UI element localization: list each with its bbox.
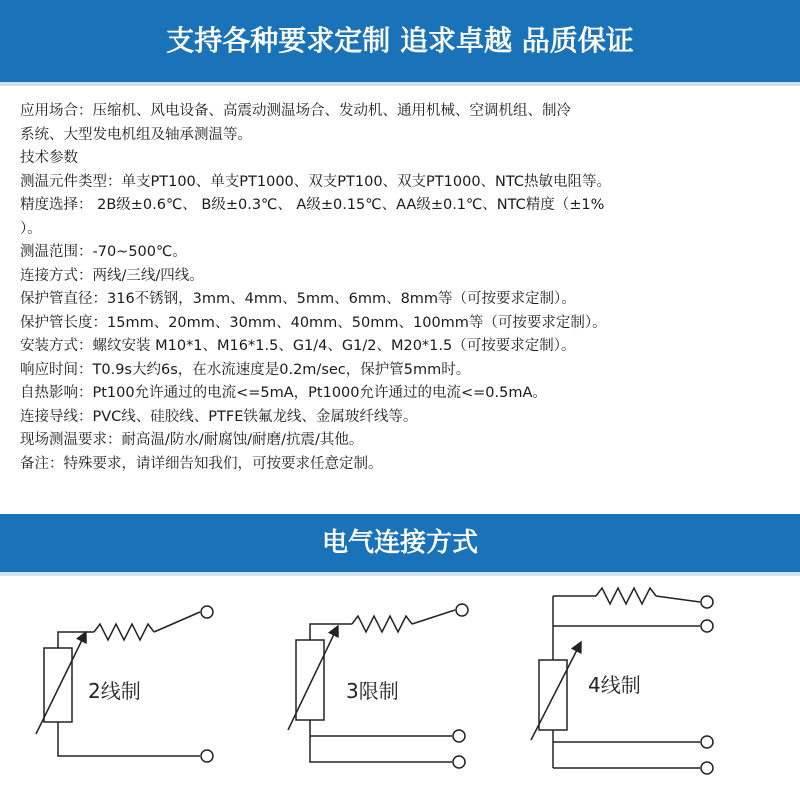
- bottom-wire: [58, 722, 200, 756]
- top-wire-lead: [656, 596, 700, 602]
- section-banner: [0, 514, 800, 572]
- spec-line: 测温范围：-70~500℃。: [20, 244, 187, 260]
- sensor-element: [44, 648, 72, 722]
- four-wire-label: 4线制: [588, 673, 641, 697]
- resistor-zigzag: [94, 624, 154, 640]
- terminal: [201, 750, 213, 762]
- variable-arrow: [36, 636, 84, 734]
- resistor-zigzag: [596, 588, 656, 604]
- terminal: [701, 762, 713, 774]
- variable-arrow: [288, 630, 336, 730]
- bottom-wire: [310, 736, 452, 762]
- wiring-diagrams: [0, 580, 800, 800]
- terminal: [453, 756, 465, 768]
- spec-line: 备注：特殊要求，请详细告知我们，可按要求任意定制。: [20, 455, 383, 472]
- top-banner: [0, 0, 800, 82]
- terminal: [701, 596, 713, 608]
- spec-line: 应用场合：压缩机、风电设备、高震动测温场合、发动机、通用机械、空调机组、制冷: [20, 103, 571, 119]
- spec-text-block: [20, 100, 790, 476]
- three-wire-label: 3限制: [346, 679, 399, 703]
- terminal: [701, 736, 713, 748]
- sensor-element: [296, 640, 324, 720]
- top-wire-lead: [154, 612, 200, 632]
- section-title: 电气连接方式: [321, 528, 478, 558]
- sensor-element: [539, 660, 567, 730]
- spec-line: 测温元件类型：单支PT100、单支PT1000、双支PT100、双支PT1000、NTC热敏电阻等。: [20, 173, 612, 190]
- terminal: [701, 620, 713, 632]
- spec-line: 响应时间：T0.9s大约6s，在水流速度是0.2m/sec，保护管5mm时。: [20, 361, 471, 378]
- spec-line: 系统、大型发电机组及轴承测温等。: [20, 126, 252, 143]
- two-wire-label: 2线制: [88, 679, 141, 703]
- spec-line: ）。: [20, 220, 42, 237]
- terminal: [201, 606, 213, 618]
- banner-title: 支持各种要求定制 追求卓越 品质保证: [166, 24, 634, 57]
- spec-line: 现场测温要求：耐高温/防水/耐腐蚀/耐磨/抗震/其他。: [20, 432, 364, 448]
- spec-line: 安装方式：螺纹安装 M10*1、M16*1.5、G1/4、G1/2、M20*1.5（可按要求定制）。: [20, 338, 576, 354]
- top-wire: [310, 624, 352, 640]
- spec-line: 保护管直径：316不锈钢，3mm、4mm、5mm、6mm、8mm等（可按要求定制）。: [20, 291, 576, 307]
- top-wire: [58, 632, 94, 648]
- spec-line: 自热影响：Pt100允许通过的电流<=5mA，Pt1000允许通过的电流<=0.5mA。: [20, 385, 547, 401]
- resistor-zigzag: [352, 616, 412, 632]
- top-wire-lead: [412, 610, 455, 624]
- spec-line: 技术参数: [20, 150, 78, 166]
- terminal: [453, 730, 465, 742]
- middle-wire: [310, 720, 452, 736]
- terminal: [456, 604, 468, 616]
- spec-line: 保护管长度：15mm、20mm、30mm、40mm、50mm、100mm等（可按要求定制）。: [20, 314, 607, 331]
- spec-line: 连接方式：两线/三线/四线。: [20, 267, 204, 284]
- spec-line: 精度选择： 2B级±0.6℃、 B级±0.3℃、 A级±0.15℃、AA级±0.1℃、NTC精度（±1%: [20, 197, 605, 213]
- spec-line: 连接导线：PVC线、硅胶线、PTFE铁氟龙线、金属玻纤线等。: [20, 408, 418, 425]
